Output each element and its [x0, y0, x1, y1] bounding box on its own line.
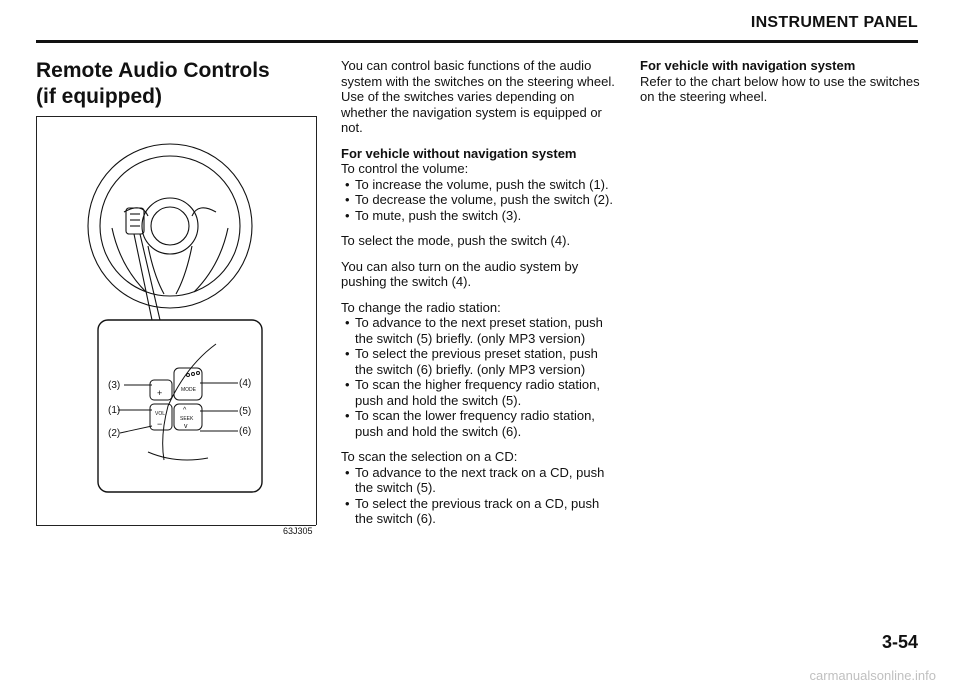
plus-mark: + — [157, 388, 163, 398]
steering-wheel-illustration — [36, 116, 316, 524]
label-1: (1) — [108, 405, 121, 416]
turn-on-paragraph: You can also turn on the audio system by pushing the switch (4). — [341, 258, 579, 289]
nav-paragraph: Refer to the chart below how to use the switches on the steering wheel. — [640, 73, 920, 104]
section-title-line1: Remote Audio Controls — [36, 59, 270, 82]
list-item: • To mute, push the switch (3). — [341, 208, 617, 224]
zoom-box — [98, 320, 262, 492]
mode-mark: MODE — [181, 387, 196, 393]
list-item: • To increase the volume, push the switch (1). — [341, 177, 617, 193]
instructions-column — [341, 58, 617, 527]
down-mark: v — [184, 423, 188, 430]
radio-intro: To change the radio station: — [341, 299, 501, 315]
label-4: (4) — [239, 378, 252, 389]
cd-list — [341, 465, 617, 527]
label-2: (2) — [108, 428, 121, 439]
list-item: • To scan the higher frequency radio station, push and hold the switch (5). — [341, 377, 617, 408]
section-title-line2: (if equipped) — [36, 85, 162, 108]
steering-wheel — [88, 144, 252, 308]
no-nav-heading: For vehicle without navigation system — [341, 145, 577, 161]
label-5: (5) — [239, 406, 252, 417]
intro-paragraph: You can control basic functions of the audio system with the switches on the steering wheel. Use of the switches varies depending on whether the navigation system is equipped or not. — [341, 58, 615, 135]
leader-lines — [118, 383, 238, 433]
switch-panel — [148, 344, 216, 460]
figure-code: 63J305 — [283, 526, 313, 536]
seek-mark: SEEK — [180, 416, 194, 422]
list-item: • To advance to the next preset station, push the switch (5) briefly. (only MP3 version) — [341, 315, 617, 346]
list-item: • To select the previous preset station, push the switch (6) briefly. (only MP3 version) — [341, 346, 617, 377]
label-3: (3) — [108, 380, 121, 391]
header-rule — [36, 40, 918, 43]
up-mark: ^ — [183, 407, 187, 414]
nav-heading: For vehicle with navigation system — [640, 58, 856, 73]
list-item: • To select the previous track on a CD, push the switch (6). — [341, 496, 617, 527]
minus-mark: − — [157, 419, 163, 429]
page-header-title: INSTRUMENT PANEL — [750, 14, 918, 31]
cd-intro: To scan the selection on a CD: — [341, 449, 518, 464]
mode-paragraph: To select the mode, push the switch (4). — [341, 233, 571, 248]
radio-list — [341, 315, 617, 439]
volume-intro: To control the volume: — [341, 161, 469, 176]
label-6: (6) — [239, 426, 252, 437]
section-title — [36, 58, 270, 110]
list-item: • To advance to the next track on a CD, push the switch (5). — [341, 465, 617, 496]
switch-marks — [155, 387, 197, 430]
navigation-column — [640, 58, 920, 105]
volume-list — [341, 177, 617, 224]
list-item: • To scan the lower frequency radio station, push and hold the switch (6). — [341, 408, 617, 439]
watermark: carmanualsonline.info — [809, 668, 936, 683]
page-number: 3-54 — [881, 632, 918, 652]
vol-mark: VOL — [155, 411, 166, 417]
list-item: • To decrease the volume, push the switch (2). — [341, 192, 617, 208]
